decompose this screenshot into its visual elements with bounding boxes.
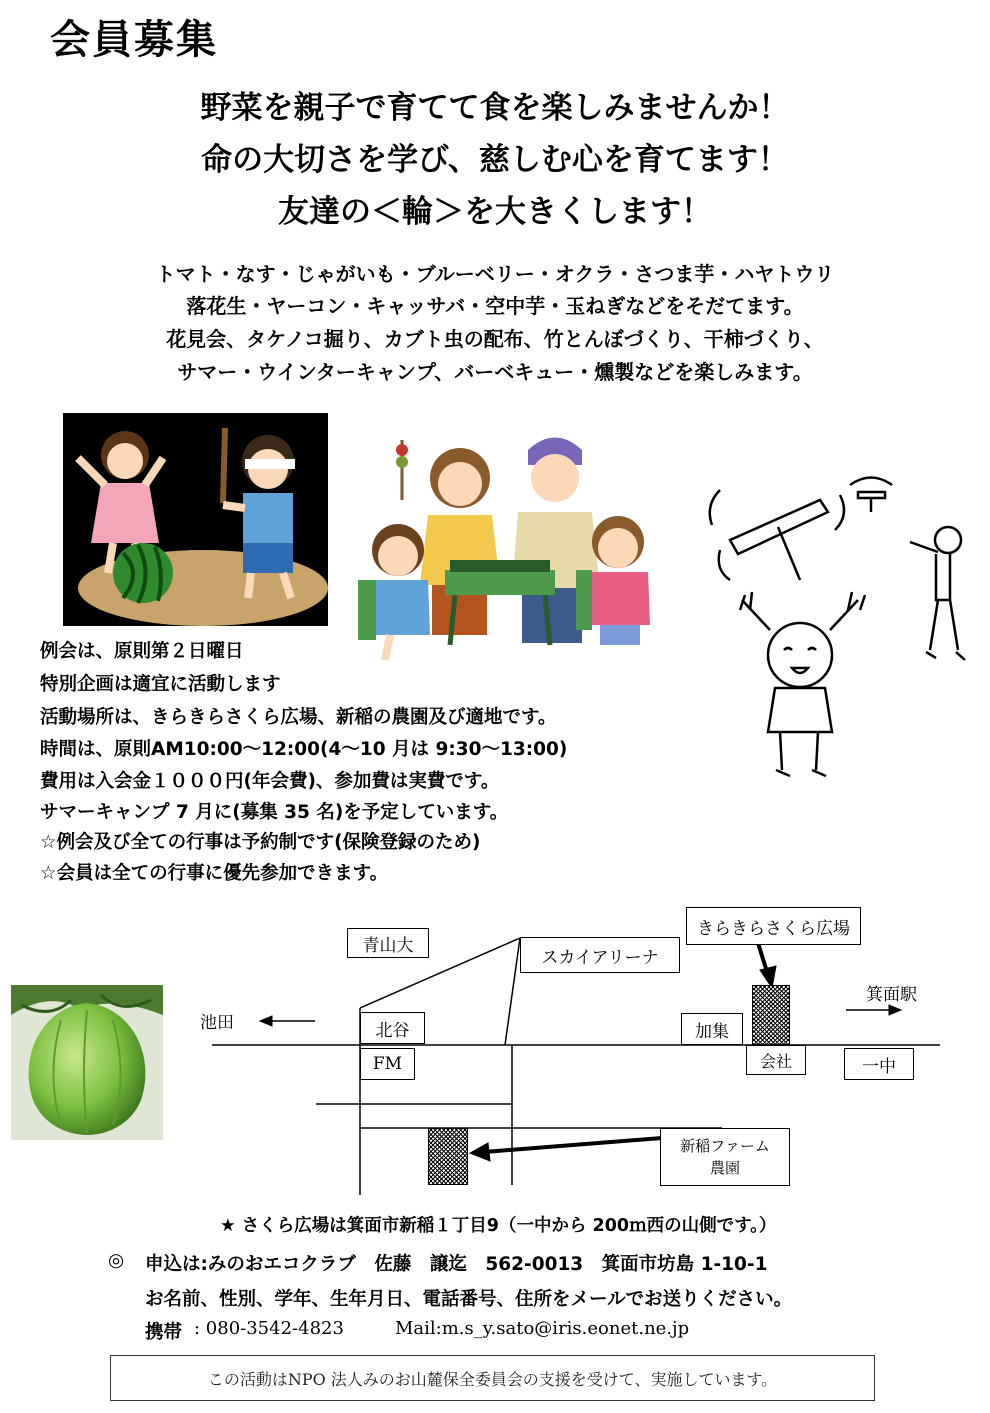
map-aoyama: 青山大	[347, 928, 429, 958]
map-ichichu: 一中	[844, 1048, 914, 1080]
map-kirakira-plaza: きらきらさくら広場	[686, 907, 861, 945]
headline-3: 友達の＜輪＞を大きくします！	[278, 194, 712, 230]
map-farm-label-2: 農園	[709, 1159, 740, 1177]
map-minoh-station: 箕面駅	[866, 985, 917, 1005]
info-line-6: サマーキャンプ 7 月に(募集 35 名)を予定しています。	[40, 802, 509, 823]
support-notice: この活動はNPO 法人みのお山麓保全委員会の支援を受けて、実施しています。	[110, 1355, 875, 1401]
map-kashu: 加集	[681, 1013, 743, 1045]
activities-line-3: 花見会、タケノコ掘り、カブト虫の配布、竹とんぼづくり、干柿づくり、	[166, 327, 824, 351]
map-kirakira-site	[752, 985, 790, 1045]
info-line-4: 時間は、原則AM10:00～12:00(4～10 月は 9:30～13:00)	[40, 739, 568, 760]
address-note: ★ さくら広場は箕面市新稲１丁目9（一中から 200ｍ西の山側です。）	[220, 1216, 777, 1236]
headline-2: 命の大切さを学び、慈しむ心を育てます！	[201, 142, 789, 178]
activities-line-4: サマー・ウインターキャンプ、バーベキュー・燻製などを楽しみます。	[177, 360, 813, 384]
info-line-1: 例会は、原則第２日曜日	[40, 641, 244, 662]
map-kaisha: 会社	[746, 1045, 806, 1075]
phone-label: 携帯	[145, 1322, 183, 1343]
map-ikeda: 池田	[200, 1013, 234, 1033]
headline-1: 野菜を親子で育てて食を楽しみませんか！	[200, 90, 790, 126]
activities-line-2: 落花生・ヤーコン・キャッサバ・空中芋・玉ねぎなどをそだてます。	[186, 294, 804, 318]
phone-number: : 080-3542-4823	[194, 1318, 344, 1339]
page-title: 会員募集	[50, 17, 218, 63]
map-sky-arena: スカイアリーナ	[520, 937, 680, 973]
info-line-5: 費用は入会金１０００円(年会費)、参加費は実費です。	[40, 771, 500, 792]
map-farm-label-1: 新稲ファーム	[680, 1137, 770, 1155]
send-info-text: お名前、性別、学年、生年月日、電話番号、住所をメールでお送りください。	[145, 1289, 793, 1310]
info-line-2: 特別企画は適宜に活動します	[40, 674, 281, 695]
map-farm-site	[428, 1128, 468, 1185]
map-fm: FM	[360, 1048, 415, 1080]
activities-line-1: トマト・なす・じゃがいも・ブルーベリー・オクラ・さつま芋・ハヤトウリ	[155, 262, 835, 286]
mail-address[interactable]: Mail:m.s_y.sato@iris.eonet.ne.jp	[395, 1318, 690, 1339]
apply-mark: ◎	[108, 1250, 125, 1271]
info-line-8: ☆会員は全ての行事に優先参加できます。	[40, 863, 389, 884]
info-line-3: 活動場所は、きらきらさくら広場、新稲の農園及び適地です。	[40, 707, 557, 728]
map-farm-box	[660, 1128, 790, 1186]
map-kitadani: 北谷	[360, 1012, 425, 1044]
apply-text: 申込は:みのおエコクラブ 佐藤 譲迄 562-0013 箕面市坊島 1-10-1	[145, 1254, 768, 1275]
info-line-7: ☆例会及び全ての行事は予約制です(保険登録のため)	[40, 832, 481, 853]
